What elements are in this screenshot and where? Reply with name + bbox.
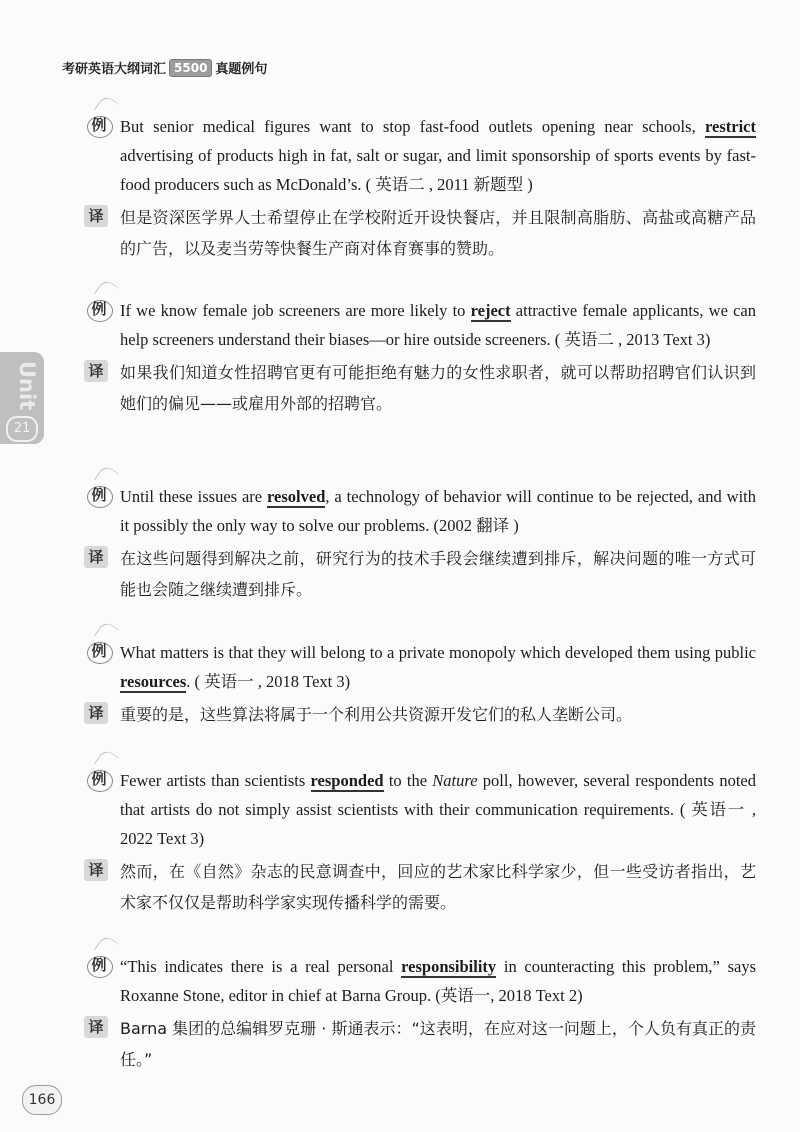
keyword: resolved: [267, 487, 326, 506]
example-entry: [84, 482, 756, 605]
header-title-pre: 考研英语大纲词汇: [62, 62, 167, 77]
example-marker-icon: 例: [84, 953, 114, 979]
unit-number: 21: [6, 416, 38, 442]
translation-marker-icon: 译: [84, 360, 108, 382]
unit-label: Unit: [15, 361, 39, 411]
example-entry: [84, 952, 756, 1075]
translation: 译 但是资深医学界人士希望停止在学校附近开设快餐店，并且限制高脂肪、高盐或高糖产品的广告，以及麦当劳等快餐生产商对体育赛事的赞助。: [84, 202, 756, 264]
translation: 译 在这些问题得到解决之前，研究行为的技术手段会继续遭到排斥，解决问题的唯一方式可能也会随之继续遭到排斥。: [84, 543, 756, 605]
example-entry: [84, 638, 756, 730]
keyword: responsibility: [401, 957, 497, 976]
example-marker-icon: 例: [84, 297, 114, 323]
example-sentence: 例 Fewer artists than scientists responded to the Nature poll, however, several respondents noted that artists do not simply assist scientists with their communication requirements. ( 英语一 , 2022 Text 3): [84, 766, 756, 853]
example-marker-icon: 例: [84, 483, 114, 509]
example-sentence: 例 But senior medical figures want to stop fast-food outlets opening near schools, restrict advertising of products high in fat, salt or sugar, and limit sponsorship of sports events by fast-food producers such as McDonald’s. ( 英语二 , 2011 新题型 ): [84, 112, 756, 199]
example-entry: [84, 766, 756, 918]
example-sentence: 例 What matters is that they will belong to a private monopoly which developed them using public resources. ( 英语一 , 2018 Text 3): [84, 638, 756, 696]
running-header: [62, 58, 267, 77]
example-entry: [84, 112, 756, 264]
translation-marker-icon: 译: [84, 205, 108, 227]
unit-side-tab: [0, 352, 44, 444]
translation-marker-icon: 译: [84, 859, 108, 881]
translation: 译 重要的是，这些算法将属于一个利用公共资源开发它们的私人垄断公司。: [84, 699, 756, 730]
keyword: restrict: [705, 117, 756, 136]
keyword: responded: [310, 771, 384, 790]
translation: 译 然而，在《自然》杂志的民意调查中，回应的艺术家比科学家少，但一些受访者指出，艺术家不仅仅是帮助科学家实现传播科学的需要。: [84, 856, 756, 918]
translation: 译 如果我们知道女性招聘官更有可能拒绝有魅力的女性求职者，就可以帮助招聘官们认识到她们的偏见——或雇用外部的招聘官。: [84, 357, 756, 419]
translation-marker-icon: 译: [84, 702, 108, 724]
example-sentence: 例 Until these issues are resolved, a technology of behavior will continue to be rejected, and with it possibly the only way to solve our problems. (2002 翻译 ): [84, 482, 756, 540]
header-title-post: 真题例句: [215, 62, 268, 77]
keyword: reject: [470, 301, 511, 320]
example-entry: [84, 296, 756, 419]
page-number: 166: [22, 1085, 62, 1115]
translation-marker-icon: 译: [84, 546, 108, 568]
example-marker-icon: 例: [84, 767, 114, 793]
example-marker-icon: 例: [84, 639, 114, 665]
keyword: resources: [120, 672, 187, 691]
translation: 译 Barna 集团的总编辑罗克珊 · 斯通表示：“这表明，在应对这一问题上，个人负有真正的责任。”: [84, 1013, 756, 1075]
header-badge: 5500: [169, 59, 212, 77]
example-sentence: 例 “This indicates there is a real personal responsibility in counteracting this problem,” says Roxanne Stone, editor in chief at Barna Group. (英语一, 2018 Text 2): [84, 952, 756, 1010]
translation-marker-icon: 译: [84, 1016, 108, 1038]
example-marker-icon: 例: [84, 113, 114, 139]
example-sentence: 例 If we know female job screeners are more likely to reject attractive female applicants, we can help screeners understand their biases—or hire outside screeners. ( 英语二 , 2013 Text 3): [84, 296, 756, 354]
